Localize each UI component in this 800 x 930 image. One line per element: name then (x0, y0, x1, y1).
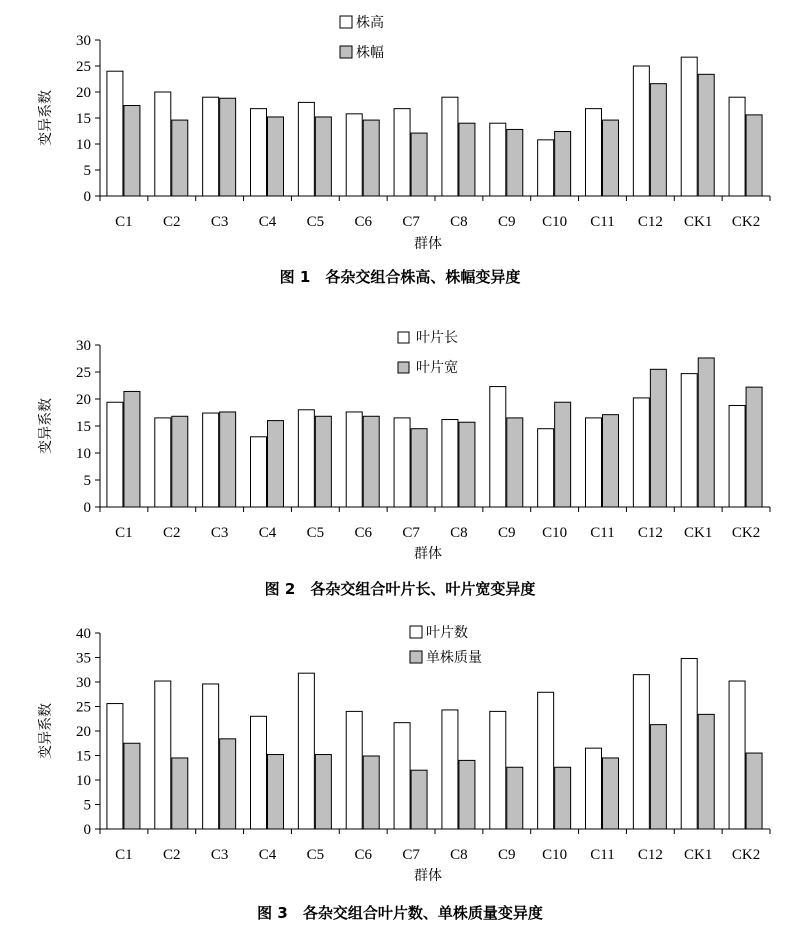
chart-2-legend-label-1: 叶片长 (416, 330, 458, 346)
chart-3-bar-叶片数-C8 (442, 710, 458, 829)
chart-3-bar-叶片数-C5 (298, 673, 314, 829)
chart-1-bar-株幅-C11 (603, 120, 619, 196)
chart-2-legend-swatch-1 (398, 332, 409, 343)
chart-1-x-tick-label: CK1 (684, 214, 713, 230)
chart-2-x-tick-label: CK2 (731, 525, 761, 541)
chart-2-bar-叶片宽-C7 (411, 429, 427, 507)
chart-1-x-tick-label: C11 (590, 214, 615, 230)
chart-3-bar-叶片数-C7 (394, 723, 410, 829)
chart-3-y-axis-title: 变异系数 (38, 703, 54, 759)
chart-1-legend-label-1: 株高 (356, 15, 384, 31)
chart-1-x-tick-label: C3 (210, 214, 229, 230)
chart-2-bar-叶片长-C9 (490, 387, 506, 507)
chart-1-bar-株高-CK2 (729, 97, 745, 196)
chart-3-y-tick-label: 5 (83, 797, 91, 814)
chart-2-plot (0, 310, 800, 572)
chart-1-x-tick-label: C1 (115, 214, 133, 230)
chart-1-bar-株高-CK1 (681, 57, 697, 196)
chart-3-y-tick-label: 40 (76, 626, 91, 642)
chart-2-x-tick-label: C8 (450, 525, 468, 541)
chart-2-legend-swatch-2 (398, 362, 409, 373)
chart-3-y-tick-label: 0 (83, 822, 91, 838)
chart-3-x-tick-label: C7 (402, 847, 420, 863)
chart-3-x-tick-label: C8 (450, 847, 468, 863)
chart-1-y-tick-label: 20 (76, 85, 91, 101)
chart-2-y-tick-label: 25 (76, 365, 91, 381)
chart-panel-1 (0, 0, 800, 300)
chart-2-bar-叶片宽-C5 (315, 416, 331, 507)
chart-3-bar-叶片数-C4 (251, 716, 267, 829)
chart-3-plot (0, 618, 800, 896)
chart-3-caption: 图 3 各杂交组合叶片数、单株质量变异度 (257, 904, 543, 922)
chart-1-x-tick-label: C6 (354, 214, 372, 230)
chart-3-bar-单株质量-C5 (315, 755, 331, 829)
chart-3-bar-叶片数-C6 (346, 711, 362, 829)
chart-1-y-axis-title: 变异系数 (38, 90, 54, 146)
chart-2-x-tick-label: CK1 (684, 525, 713, 541)
chart-1-y-tick-label: 5 (83, 163, 91, 179)
chart-1-bar-株幅-C6 (363, 120, 379, 196)
chart-2-bar-叶片长-C8 (442, 420, 458, 507)
chart-1-bar-株幅-C3 (220, 98, 236, 196)
chart-3-bar-单株质量-C6 (363, 756, 379, 829)
chart-3-x-tick-label: C4 (258, 847, 277, 863)
chart-2-legend-label-2: 叶片宽 (416, 360, 458, 376)
chart-3-x-tick-label: C3 (210, 847, 229, 863)
chart-3-bar-单株质量-C3 (220, 739, 236, 829)
chart-3-x-tick-label: C1 (115, 847, 133, 863)
chart-3-bar-叶片数-C9 (490, 711, 506, 829)
chart-3-x-tick-label: CK1 (684, 847, 713, 863)
chart-2-y-tick-label: 20 (76, 392, 91, 408)
chart-2-bar-叶片长-CK1 (681, 374, 697, 507)
chart-2-x-tick-label: C10 (542, 525, 568, 541)
chart-1-legend-label-2: 株幅 (356, 45, 384, 61)
chart-2-bar-叶片长-C7 (394, 418, 410, 507)
chart-3-bar-单株质量-CK1 (698, 714, 714, 829)
chart-2-bar-叶片宽-C4 (268, 421, 284, 507)
chart-3-bar-单株质量-C8 (459, 760, 475, 829)
chart-3-bar-叶片数-C12 (633, 675, 649, 829)
chart-3-y-tick-label: 10 (76, 773, 91, 789)
chart-1-x-tick-label: C5 (306, 214, 325, 230)
chart-1-x-axis-title: 群体 (414, 236, 442, 252)
chart-3-legend-swatch-1 (410, 626, 422, 638)
chart-2-bar-叶片长-C12 (633, 398, 649, 507)
chart-2-bar-叶片长-C11 (586, 418, 602, 507)
chart-3-x-tick-label: C10 (542, 847, 568, 863)
chart-2-bar-叶片长-C10 (538, 429, 554, 507)
chart-2-bar-叶片宽-C8 (459, 422, 475, 507)
chart-2-bar-叶片长-CK2 (729, 405, 745, 507)
chart-2-bar-叶片宽-C9 (507, 418, 523, 507)
chart-1-bar-株幅-C5 (315, 117, 331, 196)
chart-2-bar-叶片宽-C10 (555, 402, 571, 507)
chart-2-bar-叶片宽-CK2 (746, 387, 762, 507)
chart-1-bar-株幅-C2 (172, 120, 188, 196)
chart-2-y-tick-label: 15 (76, 419, 91, 435)
chart-1-x-tick-label: CK2 (731, 214, 761, 230)
chart-1-bar-株幅-C7 (411, 133, 427, 196)
chart-2-y-tick-label: 5 (83, 473, 91, 489)
chart-3-x-tick-label: C5 (306, 847, 325, 863)
chart-2-bar-叶片长-C4 (251, 437, 267, 507)
chart-3-bar-单株质量-C12 (650, 725, 666, 829)
chart-3-x-axis-title: 群体 (414, 868, 442, 884)
chart-1-x-tick-label: C2 (163, 214, 181, 230)
chart-3-x-tick-label: C11 (590, 847, 615, 863)
chart-2-x-tick-label: C6 (354, 525, 372, 541)
chart-2-bar-叶片宽-C6 (363, 416, 379, 507)
chart-3-x-tick-label: CK2 (731, 847, 761, 863)
chart-1-x-tick-label: C9 (498, 214, 516, 230)
chart-3-bar-叶片数-CK1 (681, 658, 697, 829)
chart-2-y-tick-label: 10 (76, 446, 91, 462)
chart-1-bar-株幅-C1 (124, 106, 140, 196)
chart-2-x-tick-label: C12 (637, 525, 663, 541)
chart-3-bar-叶片数-C3 (203, 684, 219, 829)
chart-1-legend-swatch-2 (340, 46, 352, 58)
chart-2-bar-叶片长-C3 (203, 413, 219, 507)
chart-2-bar-叶片长-C5 (298, 410, 314, 507)
chart-3-x-tick-label: C6 (354, 847, 372, 863)
chart-2-bar-叶片宽-C3 (220, 412, 236, 507)
chart-1-bar-株高-C9 (490, 123, 506, 196)
chart-1-bar-株高-C5 (298, 102, 314, 196)
chart-3-bar-单株质量-C10 (555, 767, 571, 829)
chart-1-bar-株高-C7 (394, 109, 410, 196)
chart-2-y-tick-label: 0 (83, 500, 91, 516)
chart-2-x-tick-label: C7 (402, 525, 420, 541)
chart-2-bar-叶片宽-C2 (172, 416, 188, 507)
chart-2-bar-叶片宽-C1 (124, 391, 140, 507)
chart-2-x-tick-label: C11 (590, 525, 615, 541)
chart-1-bar-株高-C4 (251, 109, 267, 196)
chart-2-x-tick-label: C3 (210, 525, 229, 541)
chart-3-bar-单株质量-C9 (507, 767, 523, 829)
chart-1-y-tick-label: 0 (83, 189, 91, 205)
chart-2-bar-叶片宽-C11 (603, 415, 619, 507)
chart-panel-2 (0, 310, 800, 610)
chart-3-bar-单株质量-C7 (411, 770, 427, 829)
chart-3-legend-swatch-2 (410, 651, 422, 663)
chart-1-bar-株高-C12 (633, 66, 649, 196)
chart-3-y-tick-label: 15 (76, 748, 91, 765)
chart-2-bar-叶片长-C2 (155, 418, 171, 507)
chart-3-bar-单株质量-C2 (172, 758, 188, 829)
chart-3-x-tick-label: C9 (498, 847, 516, 863)
chart-1-bar-株幅-C12 (650, 84, 666, 196)
chart-panel-3 (0, 618, 800, 930)
chart-1-bar-株幅-CK1 (698, 74, 714, 196)
chart-1-caption: 图 1 各杂交组合株高、株幅变异度 (279, 268, 521, 286)
chart-3-bar-单株质量-C1 (124, 743, 140, 829)
chart-1-bar-株高-C10 (538, 140, 554, 196)
chart-3-x-tick-label: C2 (163, 847, 181, 863)
chart-1-bar-株高-C8 (442, 97, 458, 196)
chart-2-x-axis-title: 群体 (414, 546, 442, 562)
chart-1-x-tick-label: C7 (402, 214, 420, 230)
chart-1-y-tick-label: 15 (76, 111, 91, 127)
chart-1-y-tick-label: 10 (76, 137, 91, 153)
chart-3-y-tick-label: 25 (76, 699, 91, 716)
chart-1-bar-株高-C3 (203, 97, 219, 196)
chart-3-y-tick-label: 35 (76, 650, 91, 667)
chart-2-bar-叶片长-C6 (346, 412, 362, 507)
chart-1-bar-株高-C6 (346, 114, 362, 196)
chart-1-bar-株幅-C10 (555, 132, 571, 196)
chart-2-x-tick-label: C9 (498, 525, 516, 541)
chart-3-bar-叶片数-C11 (586, 748, 602, 829)
chart-1-x-tick-label: C12 (637, 214, 663, 230)
chart-3-y-tick-label: 20 (76, 724, 91, 740)
chart-2-bar-叶片宽-CK1 (698, 358, 714, 507)
chart-1-y-tick-label: 25 (76, 59, 91, 75)
chart-3-legend-label-2: 单株质量 (426, 650, 482, 666)
chart-1-plot (0, 0, 800, 262)
chart-1-bar-株幅-CK2 (746, 115, 762, 196)
chart-3-legend-label-1: 叶片数 (426, 625, 468, 641)
chart-3-y-tick-label: 30 (76, 675, 91, 691)
chart-2-caption: 图 2 各杂交组合叶片长、叶片宽变异度 (264, 580, 536, 598)
chart-1-bar-株高-C1 (107, 71, 123, 196)
chart-1-x-tick-label: C4 (258, 214, 277, 230)
chart-1-bar-株幅-C9 (507, 129, 523, 196)
chart-1-x-tick-label: C8 (450, 214, 468, 230)
chart-3-bar-叶片数-CK2 (729, 681, 745, 829)
chart-3-bar-叶片数-C2 (155, 681, 171, 829)
chart-2-bar-叶片长-C1 (107, 402, 123, 507)
chart-1-bar-株幅-C8 (459, 123, 475, 196)
chart-2-x-tick-label: C4 (258, 525, 277, 541)
chart-1-bar-株幅-C4 (268, 117, 284, 196)
chart-1-y-tick-label: 30 (76, 33, 91, 49)
chart-1-bar-株高-C2 (155, 92, 171, 196)
chart-3-bar-单株质量-C4 (268, 755, 284, 829)
chart-2-bar-叶片宽-C12 (650, 369, 666, 507)
chart-2-y-tick-label: 30 (76, 338, 91, 354)
chart-3-x-tick-label: C12 (637, 847, 663, 863)
chart-2-x-tick-label: C5 (306, 525, 325, 541)
chart-3-bar-叶片数-C1 (107, 704, 123, 829)
chart-3-bar-叶片数-C10 (538, 692, 554, 829)
chart-2-x-tick-label: C2 (163, 525, 181, 541)
chart-3-bar-单株质量-C11 (603, 758, 619, 829)
chart-2-y-axis-title: 变异系数 (38, 398, 54, 454)
chart-3-bar-单株质量-CK2 (746, 753, 762, 829)
chart-1-x-tick-label: C10 (542, 214, 568, 230)
chart-1-legend-swatch-1 (340, 16, 352, 28)
chart-1-bar-株高-C11 (586, 109, 602, 196)
chart-2-x-tick-label: C1 (115, 525, 133, 541)
